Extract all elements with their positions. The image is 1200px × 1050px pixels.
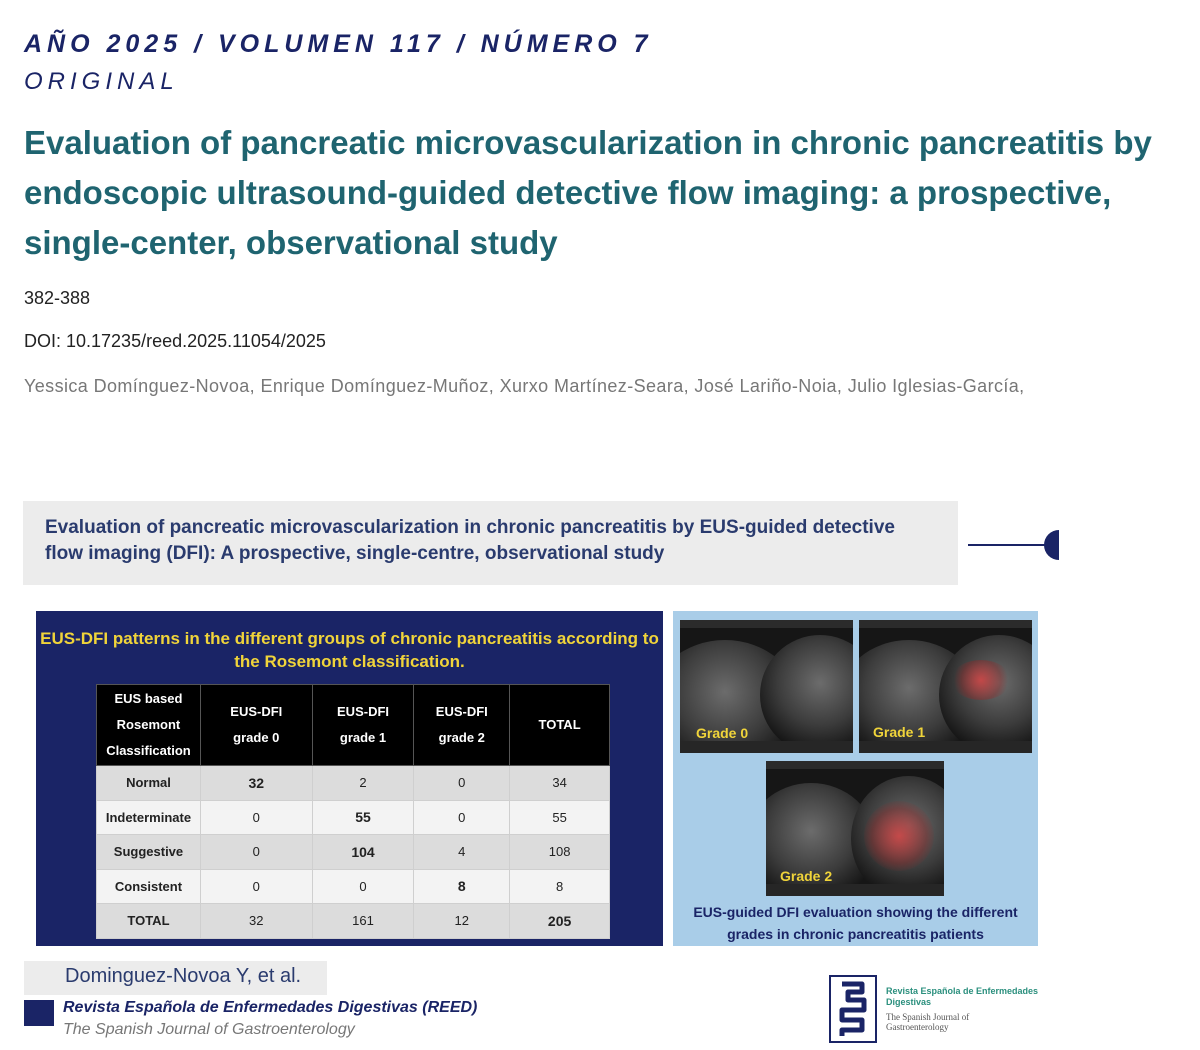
footer-authors: Dominguez-Novoa Y, et al.: [65, 965, 302, 987]
grade-label: Grade 1: [873, 724, 926, 740]
header-line: grade 1: [339, 730, 387, 745]
images-caption: EUS-guided DFI evaluation showing the different grades in chronic pancreatitis patients: [693, 904, 1018, 942]
ultrasound-image-grade-1: [859, 620, 1032, 753]
grade-label: Grade 2: [780, 868, 833, 884]
table-cell: 0: [200, 800, 312, 835]
header-line: EUS-DFI: [435, 704, 488, 719]
row-label: Suggestive: [97, 835, 201, 870]
grade-label: Grade 0: [696, 725, 749, 741]
table-cell: 104: [312, 835, 414, 870]
table-cell: 32: [200, 904, 312, 939]
footer-square: [24, 1000, 54, 1026]
table-title: EUS-DFI patterns in the different groups of chronic pancreatitis according to the Rosemont classification.: [40, 629, 659, 671]
table-row: [97, 766, 610, 801]
header-cell-total: [510, 685, 610, 766]
table-cell: 0: [312, 869, 414, 904]
table-cell: 0: [414, 766, 510, 801]
ultrasound-images-panel: [673, 611, 1038, 946]
table-cell: 12: [414, 904, 510, 939]
table-cell: 0: [414, 800, 510, 835]
header-cell-grade-2: [414, 685, 510, 766]
row-label: Indeterminate: [97, 800, 201, 835]
table-cell: 2: [312, 766, 414, 801]
issue-line: AÑO 2025 / VOLUMEN 117 / NÚMERO 7: [24, 30, 653, 58]
logo-title: Revista Española de Enfermedades Digestivas: [886, 986, 1039, 1007]
header-line: EUS based: [114, 691, 183, 706]
decorative-half-circle: [1044, 530, 1059, 560]
header-line: EUS-DFI: [337, 704, 390, 719]
table-cell: 55: [510, 800, 610, 835]
header-line: TOTAL: [538, 717, 581, 732]
table-cell: 205: [510, 904, 610, 939]
header-line: Rosemont: [116, 717, 181, 732]
logo-subtitle: The Spanish Journal of Gastroenterology: [886, 1012, 970, 1032]
header-cell-grade-1: [312, 685, 414, 766]
section-label: ORIGINAL: [24, 68, 179, 95]
table-row: [97, 835, 610, 870]
ultrasound-image-grade-0: [680, 620, 853, 753]
table-cell: 0: [200, 835, 312, 870]
table-cell: 0: [200, 869, 312, 904]
table-cell: 32: [200, 766, 312, 801]
row-label: Consistent: [97, 869, 201, 904]
author-list: Yessica Domínguez-Novoa, Enrique Domínguez-Muñoz, Xurxo Martínez-Seara, José Lariño-Noia, Julio Iglesias-García,: [24, 376, 1025, 396]
table-header-row: [97, 685, 610, 766]
table-cell: 4: [414, 835, 510, 870]
results-table-panel: [36, 611, 663, 946]
header-line: Classification: [106, 743, 191, 758]
ultrasound-image-grade-2: [766, 761, 944, 896]
table-cell: 8: [414, 869, 510, 904]
row-label: Normal: [97, 766, 201, 801]
table-cell: 55: [312, 800, 414, 835]
decorative-line: [968, 544, 1048, 546]
graphical-abstract-header: [23, 501, 958, 585]
header-line: grade 0: [233, 730, 280, 745]
journal-logo-icon: [828, 974, 878, 1044]
table-cell: 108: [510, 835, 610, 870]
header-line: grade 2: [438, 730, 485, 745]
doi-link[interactable]: DOI: 10.17235/reed.2025.11054/2025: [24, 331, 326, 351]
footer-journal-subtitle: The Spanish Journal of Gastroenterology: [63, 1021, 355, 1038]
header-cell-classification: [97, 685, 201, 766]
footer-journal-name: Revista Española de Enfermedades Digestivas (REED): [63, 999, 478, 1016]
journal-logo: [825, 971, 1045, 1046]
header-cell-grade-0: [200, 685, 312, 766]
table-cell: 34: [510, 766, 610, 801]
eus-dfi-table: [96, 684, 610, 939]
table-cell: 8: [510, 869, 610, 904]
row-label: TOTAL: [97, 904, 201, 939]
table-row: [97, 800, 610, 835]
table-row: [97, 904, 610, 939]
page-range: 382-388: [24, 288, 91, 308]
table-row: [97, 869, 610, 904]
table-cell: 161: [312, 904, 414, 939]
graphical-abstract-title: Evaluation of pancreatic microvascularization in chronic pancreatitis by EUS-guided detective flow imaging (DFI): A prospective, single-centre, observational study: [45, 517, 895, 564]
header-line: EUS-DFI: [230, 704, 283, 719]
article-title[interactable]: Evaluation of pancreatic microvascularization in chronic pancreatitis by endoscopic ultrasound-guided detective flow imaging: a prospective, single-center, observational study: [24, 124, 1152, 261]
